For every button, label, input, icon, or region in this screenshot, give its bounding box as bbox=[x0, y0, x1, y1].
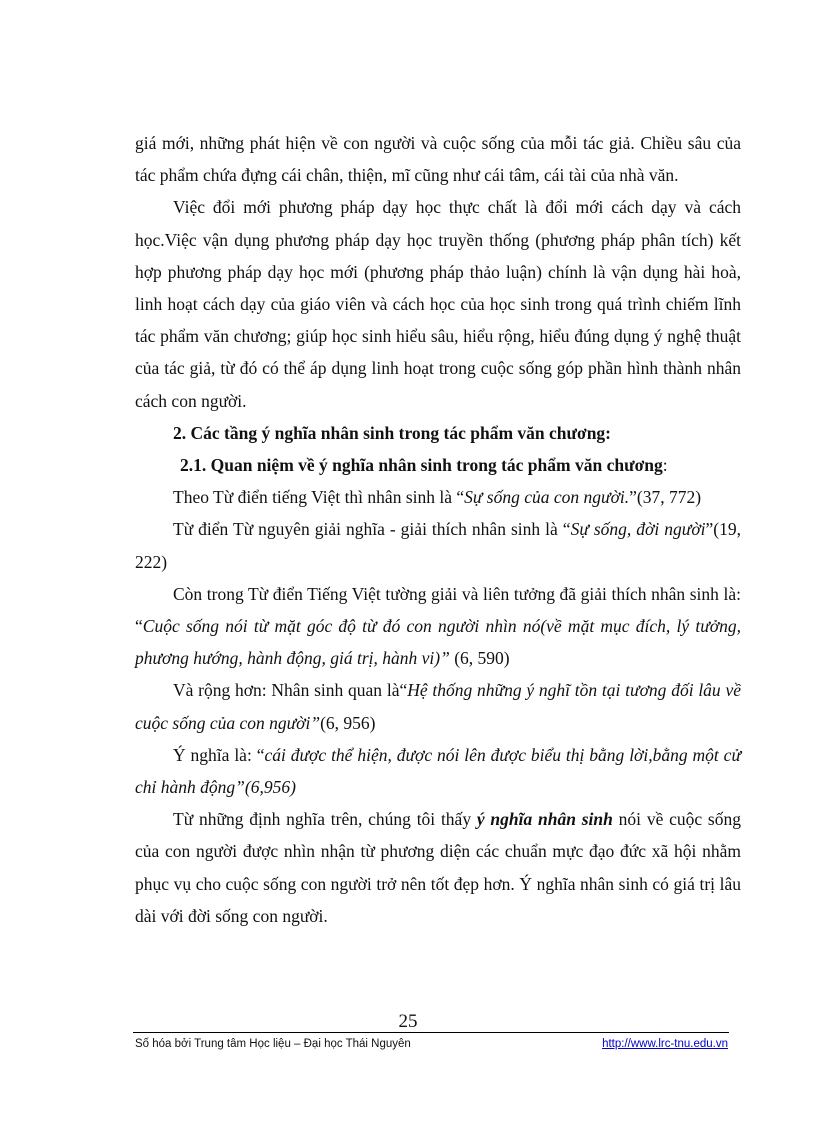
def2-quote: Sự sống, đời người bbox=[570, 519, 706, 540]
body-text bbox=[135, 127, 741, 932]
paragraph-dictionary-definition bbox=[135, 481, 741, 513]
def2-intro: Từ điển Từ nguyên giải nghĩa - giải thích nhân sinh là “ bbox=[173, 519, 571, 540]
def3-quote: Cuộc sống nói từ mặt góc độ từ đó con người nhìn nó(về mặt mục đích, lý tưởng, phương hướng, hành động, giá trị, hành vi)” bbox=[135, 616, 741, 669]
paragraph-meaning-definition bbox=[135, 739, 741, 803]
footer-divider bbox=[133, 1032, 729, 1033]
paragraph-continuation: giá mới, những phát hiện về con người và cuộc sống của mỗi tác giả. Chiều sâu của tác phẩm chứa đựng cái chân, thiện, mĩ cũng như cái tâm, cái tài của nhà văn. bbox=[135, 133, 741, 186]
footer-source-text: Số hóa bởi Trung tâm Học liệu – Đại học Thái Nguyên bbox=[135, 1038, 411, 1050]
def2-citation: ”(19, 222) bbox=[135, 519, 741, 572]
paragraph-etymology-definition bbox=[135, 513, 741, 577]
section-heading-2-1 bbox=[135, 449, 741, 481]
def4-citation: (6, 956) bbox=[320, 712, 376, 733]
heading-2-1-text: 2.1. Quan niệm về ý nghĩa nhân sinh trong tác phẩm văn chương bbox=[180, 455, 663, 476]
def1-citation: ”(37, 772) bbox=[629, 487, 702, 508]
def4-quote: Hệ thống những ý nghĩ tồn tại tương đối lâu về cuộc sống của con người” bbox=[135, 680, 741, 733]
paragraph-worldview-definition bbox=[135, 674, 741, 738]
page-number: 25 bbox=[398, 1011, 418, 1032]
paragraph-conclusion bbox=[135, 803, 741, 932]
def5-intro: Ý nghĩa là: “ bbox=[173, 744, 265, 765]
def4-intro: Và rộng hơn: Nhân sinh quan là“ bbox=[173, 680, 408, 701]
def1-quote: Sự sống của con người. bbox=[464, 487, 630, 508]
heading-2-1-colon: : bbox=[662, 455, 668, 476]
conclusion-term: ý nghĩa nhân sinh bbox=[476, 809, 613, 830]
def5-quote: cái được thể hiện, được nói lên được biểu thị bằng lời,bằng một cử chỉ hành động”(6,956) bbox=[135, 744, 741, 798]
section-heading-2: 2. Các tầng ý nghĩa nhân sinh trong tác phẩm văn chương: bbox=[173, 422, 612, 443]
paragraph-teaching-methods: Việc đổi mới phương pháp dạy học thực chất là đổi mới cách dạy và cách học.Việc vận dụng phương pháp dạy học truyền thống (phương pháp phân tích) kết hợp phương pháp dạy học mới (phương pháp thảo luận) chính là vận dụng hài hoà, linh hoạt cách dạy của giáo viên và cách học của học sinh trong quá trình chiếm lĩnh tác phẩm văn chương; giúp học sinh hiểu sâu, hiểu rộng, hiểu đúng dụng ý nghệ thuật của tác giả, từ đó có thể áp dụng linh hoạt trong cuộc sống góp phần hình thành nhân cách con người. bbox=[135, 197, 741, 411]
paragraph-associative-definition bbox=[135, 578, 741, 675]
def1-intro: Theo Từ điển tiếng Việt thì nhân sinh là “ bbox=[173, 487, 465, 508]
footer-website-link[interactable]: http://www.lrc-tnu.edu.vn bbox=[602, 1038, 728, 1050]
def3-intro: Còn trong Từ điển Tiếng Việt tường giải và liên tưởng đã giải thích nhân sinh là: “ bbox=[135, 583, 741, 637]
def3-citation: (6, 590) bbox=[449, 648, 510, 669]
conclusion-intro: Từ những định nghĩa trên, chúng tôi thấy bbox=[173, 809, 477, 830]
conclusion-rest: nói về cuộc sống của con người được nhìn nhận từ phương diện các chuẩn mực đạo đức xã hội nhằm phục vụ cho cuộc sống con người trở nên tốt đẹp hơn. Ý nghĩa nhân sinh có giá trị lâu dài với đời sống con người. bbox=[135, 809, 741, 926]
